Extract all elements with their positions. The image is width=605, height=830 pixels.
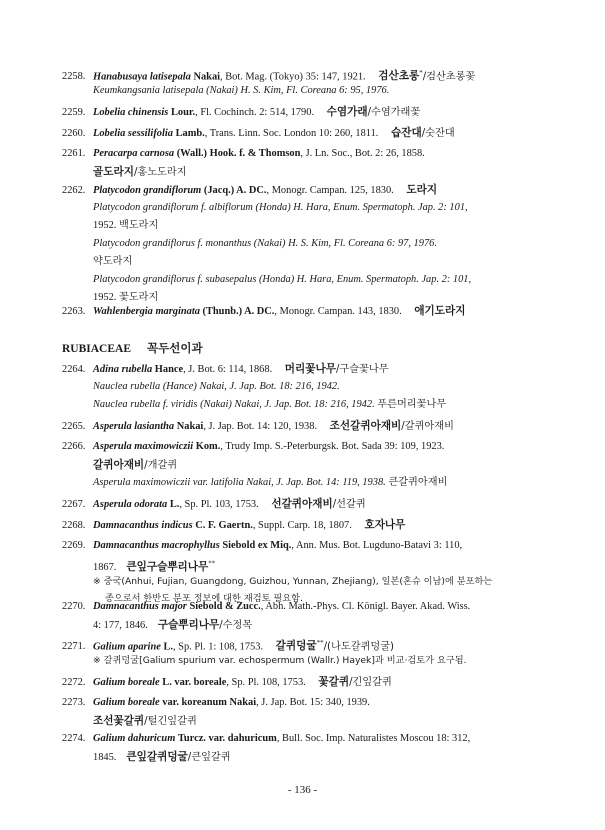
synonym: Keumkangsania latisepala (Nakai) H. S. Kim, Fl. Coreana 6: 95, 1976.: [93, 85, 390, 96]
page-number: - 136 -: [287, 784, 318, 796]
entry-2263: 2263. Wahlenbergia marginata (Thunb.) A. DC., Monogr. Campan. 143, 1830. 애기도라지: [62, 305, 466, 317]
synonym: Nauclea rubella (Hance) Nakai, J. Jap. Bot. 18: 216, 1942.: [93, 381, 340, 392]
synonym: Asperula maximowiczii var. latifolia Nakai, J. Jap. Bot. 14: 119, 1938. 큰갈퀴아재비: [93, 477, 448, 488]
synonym: Platycodon grandiflorus f. monanthus (Nakai) H. S. Kim, Fl. Coreana 6: 97, 1976. 약도라지: [93, 238, 437, 267]
note: ※ 갈퀴덩굴[Galium spurium var. echospermum (Wallr.) Hayek]과 비교·검토가 요구됨.: [93, 655, 467, 666]
entry-2273: 2273. Galium boreale var. koreanum Nakai, J. Jap. Bot. 15: 340, 1939. 조선꽃갈퀴/털긴잎갈퀴: [62, 697, 370, 727]
synonym: Platycodon grandiflorus f. subasepalus (Honda) H. Hara, Enum. Spermatoph. Jap. 2: 101, 1952. 꽃도라지: [93, 274, 472, 303]
family-heading: RUBIACEAE 꼭두선이과: [62, 341, 203, 355]
entry-2260: 2260. Lobelia sessilifolia Lamb., Trans. Linn. Soc. London 10: 260, 1811. 습잔대/숫잔대: [62, 127, 455, 139]
entry-2274: 2274. Galium dahuricum Turcz. var. dahuricum, Bull. Soc. Imp. Naturalistes Moscou 18: 312, 1845. 큰잎갈퀴덩굴/큰잎갈퀴: [62, 733, 471, 763]
entry-2258: 2258. Hanabusaya latisepala Nakai, Bot. Mag. (Tokyo) 35: 147, 1921. 검산초롱*/검산초롱꽃: [62, 69, 476, 83]
entry-2270: 2270. Damnacanthus major Siebold & Zucc., Abh. Math.-Phys. Cl. Königl. Bayer. Akad. Wiss. 4: 177, 1846. 구슬뿌리나무/수정목: [62, 601, 471, 631]
entry-2259: 2259. Lobelia chinensis Lour., Fl. Cochinch. 2: 514, 1790. 수염가래/수염가래꽃: [62, 106, 421, 118]
entry-2266: 2266. Asperula maximowiczii Kom., Trudy Imp. S.-Peterburgsk. Bot. Sada 39: 109, 1923. 갈퀴아재비/개갈퀴: [62, 441, 445, 471]
synonym: Nauclea rubella f. viridis (Nakai) Nakai, J. Jap. Bot. 18: 216, 1942. 푸른머리꽃나무: [93, 399, 447, 410]
entry-2261: 2261. Peracarpa carnosa (Wall.) Hook. f. & Thomson, J. Ln. Soc., Bot. 2: 26, 1858. 골도라지/홍노도라지: [62, 148, 425, 178]
entry-2265: 2265. Asperula lasiantha Nakai, J. Jap. Bot. 14: 120, 1938. 조선갈퀴아재비/갈퀴아재비: [62, 420, 454, 432]
entry-2269: 2269. Damnacanthus macrophyllus Siebold ex Miq., Ann. Mus. Bot. Lugduno-Batavi 3: 110, 1867. 큰잎구슬뿌리나무**: [62, 540, 463, 574]
synonym: Platycodon grandiflorum f. albiflorum (Honda) H. Hara, Enum. Spermatoph. Jap. 2: 101, 1952. 백도라지: [93, 202, 468, 231]
entry-2271: 2271. Galium aparine L., Sp. Pl. 1: 108, 1753. 갈퀴덩굴**/(나도갈퀴덩굴): [62, 639, 395, 653]
entry-2268: 2268. Damnacanthus indicus C. F. Gaertn., Suppl. Carp. 18, 1807. 호자나무: [62, 519, 406, 531]
entry-2264: 2264. Adina rubella Hance, J. Bot. 6: 114, 1868. 머리꽃나무/구슬꽃나무: [62, 363, 389, 375]
note: ※ 중국(Anhui, Fujian, Guangdong, Guizhou, Yunnan, Zhejiang), 일본(혼슈 이남)에 분포하는 종으로서 한반도 분포 정보에 대한 재검토 필요함.: [93, 576, 493, 604]
entry-2267: 2267. Asperula odorata L., Sp. Pl. 103, 1753. 선갈퀴아재비/선갈퀴: [62, 498, 366, 510]
entry-2262: 2262. Platycodon grandiflorum (Jacq.) A. DC., Monogr. Campan. 125, 1830. 도라지: [62, 184, 438, 196]
entry-2272: 2272. Galium boreale L. var. boreale, Sp. Pl. 108, 1753. 꽃갈퀴/긴잎갈퀴: [62, 676, 392, 688]
